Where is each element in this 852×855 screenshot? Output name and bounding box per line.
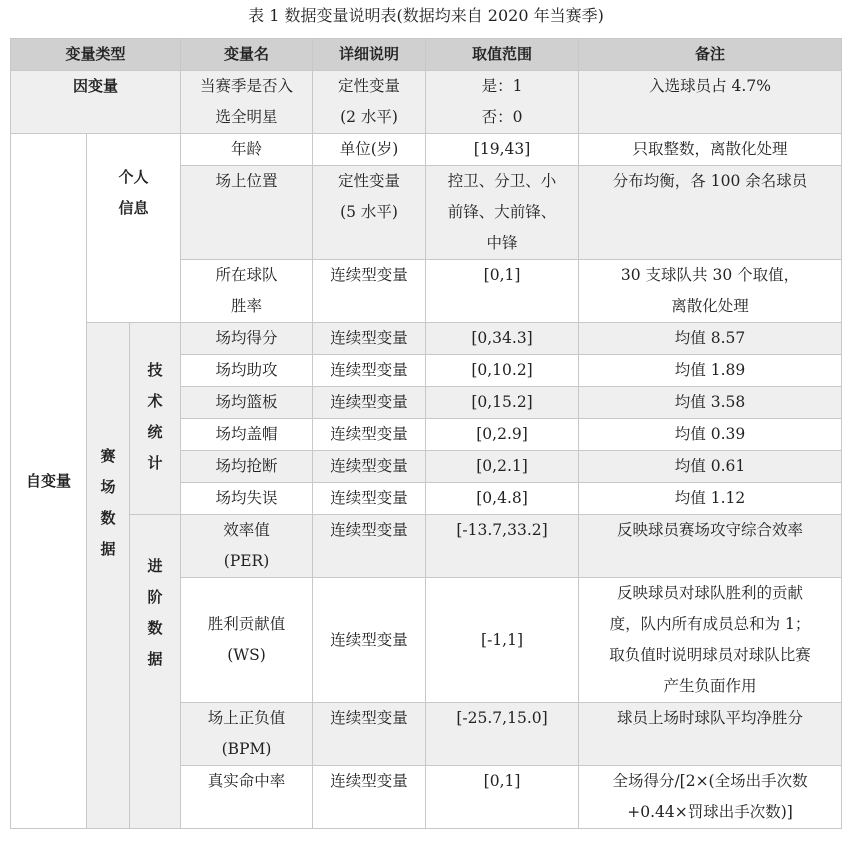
header-note: 备注: [579, 39, 842, 71]
header-type: 变量类型: [11, 39, 181, 71]
header-range: 取值范围: [426, 39, 579, 71]
personal-info-label: 个人 信息: [87, 134, 181, 323]
cell-range: [0,34.3]: [426, 323, 579, 355]
header-row: [11, 39, 842, 71]
cell-note: 反映球员赛场攻守综合效率: [579, 515, 842, 578]
cell-note: 均值 1.89: [579, 355, 842, 387]
cell-name: 场均得分: [181, 323, 313, 355]
cell-detail: 连续型变量: [313, 323, 426, 355]
cell-range: 控卫、分卫、小 前锋、大前锋、 中锋: [426, 166, 579, 260]
cell-range: [0,2.1]: [426, 451, 579, 483]
dependent-type: 因变量: [11, 71, 181, 134]
dependent-note: 入选球员占 4.7%: [579, 71, 842, 134]
cell-range: [-1,1]: [426, 578, 579, 703]
dependent-range: 是：1 否：0: [426, 71, 579, 134]
cell-name: 场上正负值 (BPM): [181, 703, 313, 766]
cell-detail: 连续型变量: [313, 451, 426, 483]
dependent-detail: 定性变量 (2 水平): [313, 71, 426, 134]
cell-detail: 连续型变量: [313, 515, 426, 578]
cell-name: 场均盖帽: [181, 419, 313, 451]
table-row: [11, 134, 842, 166]
cell-note: 均值 8.57: [579, 323, 842, 355]
cell-name: 场均失误: [181, 483, 313, 515]
cell-range: [-25.7,15.0]: [426, 703, 579, 766]
table-row: [11, 71, 842, 134]
cell-range: [0,2.9]: [426, 419, 579, 451]
cell-name: 真实命中率: [181, 766, 313, 829]
tech-stats-label: 技术统计: [130, 323, 181, 515]
cell-note: 30 支球队共 30 个取值， 离散化处理: [579, 260, 842, 323]
cell-note: 球员上场时球队平均净胜分: [579, 703, 842, 766]
cell-note: 分布均衡，各 100 余名球员: [579, 166, 842, 260]
independent-label: 自变量: [11, 134, 87, 829]
cell-name: 场均篮板: [181, 387, 313, 419]
cell-name: 场均助攻: [181, 355, 313, 387]
cell-note: 均值 3.58: [579, 387, 842, 419]
table-caption: 表 1 数据变量说明表(数据均来自 2020 年当赛季): [248, 6, 604, 25]
cell-detail: 连续型变量: [313, 387, 426, 419]
cell-name: 年龄: [181, 134, 313, 166]
game-data-label: 赛场数据: [87, 323, 130, 829]
header-name: 变量名: [181, 39, 313, 71]
cell-detail: 单位(岁): [313, 134, 426, 166]
cell-name: 效率值 (PER): [181, 515, 313, 578]
cell-detail: 连续型变量: [313, 355, 426, 387]
cell-name: 场均抢断: [181, 451, 313, 483]
variable-table: [10, 38, 842, 829]
cell-name: 所在球队 胜率: [181, 260, 313, 323]
cell-detail: 连续型变量: [313, 483, 426, 515]
cell-note: 只取整数，离散化处理: [579, 134, 842, 166]
cell-range: [0,1]: [426, 260, 579, 323]
cell-detail: 连续型变量: [313, 766, 426, 829]
cell-range: [19,43]: [426, 134, 579, 166]
advanced-stats-label: 进阶数据: [130, 515, 181, 829]
cell-name: 场上位置: [181, 166, 313, 260]
table-row: [11, 515, 842, 578]
cell-note: 均值 0.61: [579, 451, 842, 483]
dependent-name: 当赛季是否入 选全明星: [181, 71, 313, 134]
cell-range: [0,15.2]: [426, 387, 579, 419]
cell-note: 均值 0.39: [579, 419, 842, 451]
cell-name: 胜利贡献值 (WS): [181, 578, 313, 703]
cell-detail: 定性变量 (5 水平): [313, 166, 426, 260]
cell-note: 全场得分/[2×(全场出手次数 +0.44×罚球出手次数)]: [579, 766, 842, 829]
cell-detail: 连续型变量: [313, 578, 426, 703]
cell-range: [-13.7,33.2]: [426, 515, 579, 578]
cell-note: 均值 1.12: [579, 483, 842, 515]
cell-detail: 连续型变量: [313, 419, 426, 451]
cell-range: [0,10.2]: [426, 355, 579, 387]
cell-note: 反映球员对球队胜利的贡献 度，队内所有成员总和为 1； 取负值时说明球员对球队比赛 产生负面作用: [579, 578, 842, 703]
cell-detail: 连续型变量: [313, 260, 426, 323]
cell-range: [0,1]: [426, 766, 579, 829]
table-row: [11, 323, 842, 355]
cell-range: [0,4.8]: [426, 483, 579, 515]
header-detail: 详细说明: [313, 39, 426, 71]
cell-detail: 连续型变量: [313, 703, 426, 766]
